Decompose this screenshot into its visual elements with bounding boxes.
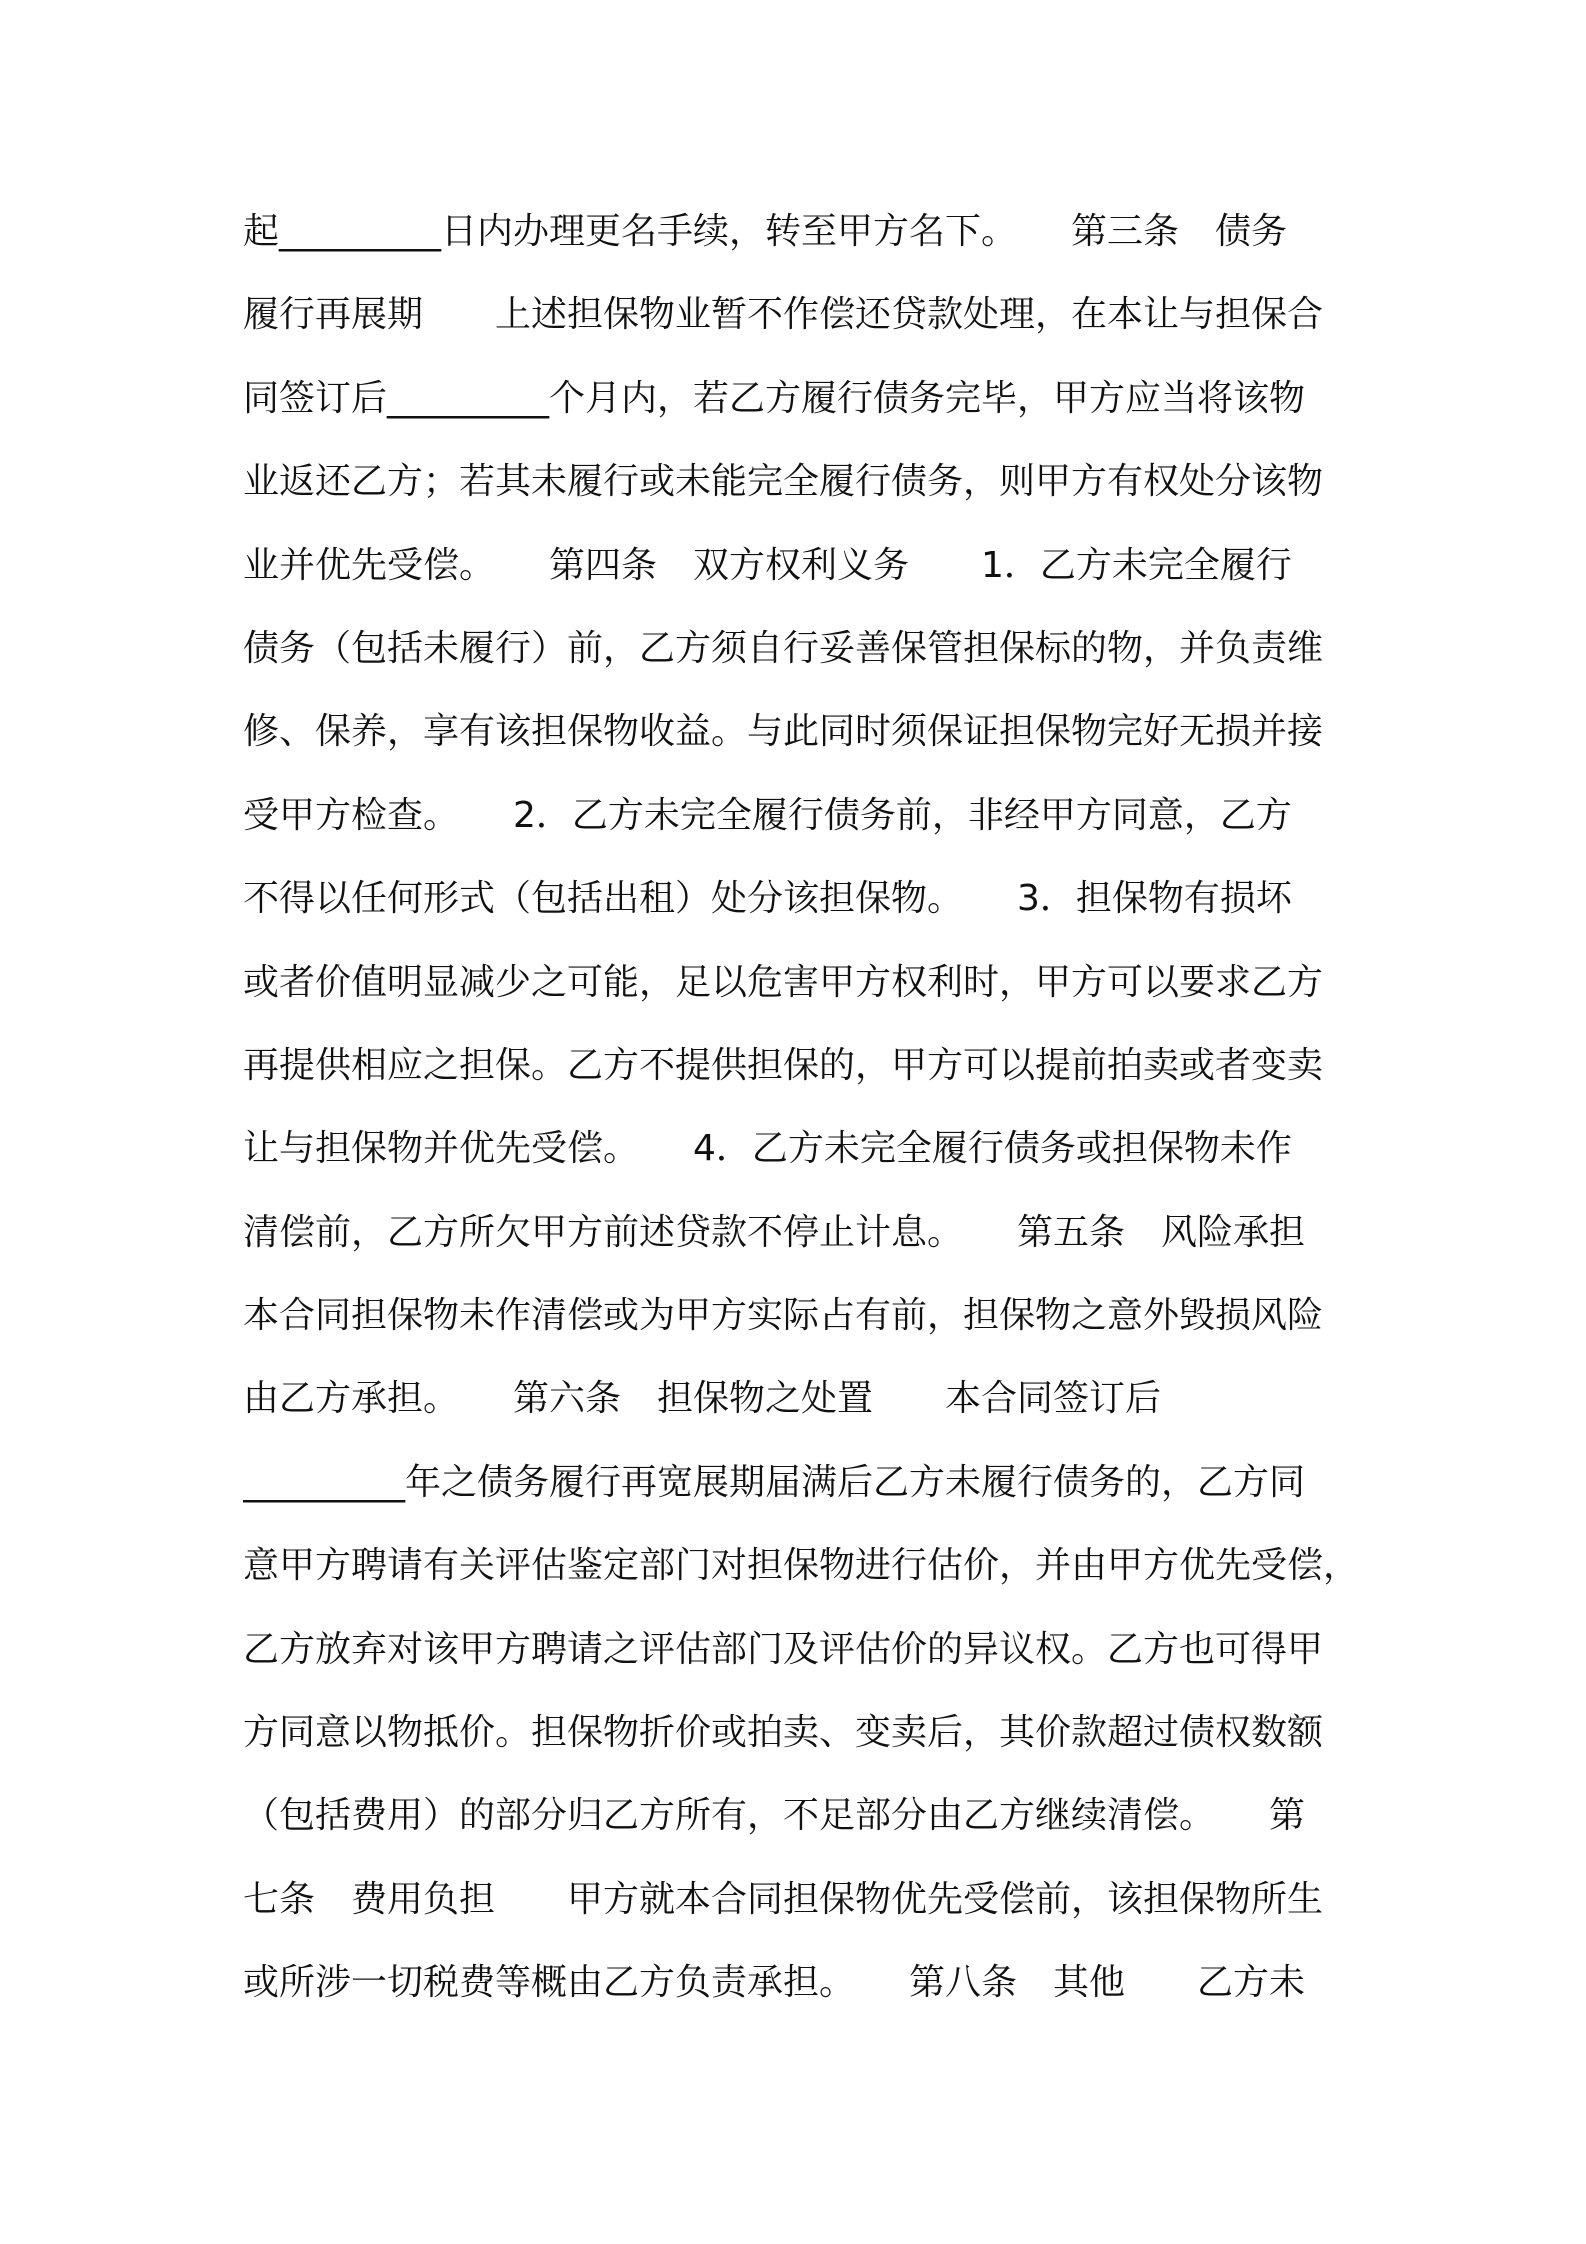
contract-body-text [243,190,1363,2025]
text-line: 修、保养，享有该担保物收益。与此同时须保证担保物完好无损并接 [243,711,1324,753]
text-line: 方同意以物抵价。担保物折价或拍卖、变卖后，其价款超过债权数额 [243,1712,1324,1754]
text-line: 本合同担保物未作清偿或为甲方实际占有前，担保物之意外毁损风险 [243,1295,1324,1337]
text-line: 七条 费用负担 甲方就本合同担保物优先受偿前，该担保物所生 [243,1878,1324,1920]
text-line: 或者价值明显减少之可能，足以危害甲方权利时，甲方可以要求乙方 [243,961,1324,1003]
text-line: （包括费用）的部分归乙方所有，不足部分由乙方继续清偿。 第 [243,1795,1306,1837]
text-line: 意甲方聘请有关评估鉴定部门对担保物进行估价，并由甲方优先受偿， [243,1545,1360,1587]
text-line: _________年之债务履行再宽展期届满后乙方未履行债务的，乙方同 [243,1461,1306,1503]
text-line: 业返还乙方；若其未履行或未能完全履行债务，则甲方有权处分该物 [243,461,1324,503]
text-line: 清偿前，乙方所欠甲方前述贷款不停止计息。 第五条 风险承担 [243,1211,1306,1253]
text-line: 再提供相应之担保。乙方不提供担保的，甲方可以提前拍卖或者变卖 [243,1044,1324,1086]
text-line: 让与担保物并优先受偿。 4．乙方未完全履行债务或担保物未作 [243,1128,1292,1170]
text-line: 或所涉一切税费等概由乙方负责承担。 第八条 其他 乙方未 [243,1962,1306,2004]
text-line: 履行再展期 上述担保物业暂不作偿还贷款处理，在本让与担保合 [243,294,1324,336]
text-line: 债务（包括未履行）前，乙方须自行妥善保管担保标的物，并负责维 [243,627,1324,669]
text-line: 不得以任何形式（包括出租）处分该担保物。 3．担保物有损坏 [243,878,1292,920]
text-line: 由乙方承担。 第六条 担保物之处置 本合同签订后 [243,1378,1162,1420]
text-line: 起_________日内办理更名手续，转至甲方名下。 第三条 债务 [243,211,1288,252]
text-line: 同签订后_________个月内，若乙方履行债务完毕，甲方应当将该物 [243,377,1306,419]
text-line: 乙方放弃对该甲方聘请之评估部门及评估价的异议权。乙方也可得甲 [243,1628,1324,1670]
text-line: 受甲方检查。 2．乙方未完全履行债务前，非经甲方同意，乙方 [243,794,1292,836]
text-line: 业并优先受偿。 第四条 双方权利义务 1．乙方未完全履行 [243,544,1292,586]
